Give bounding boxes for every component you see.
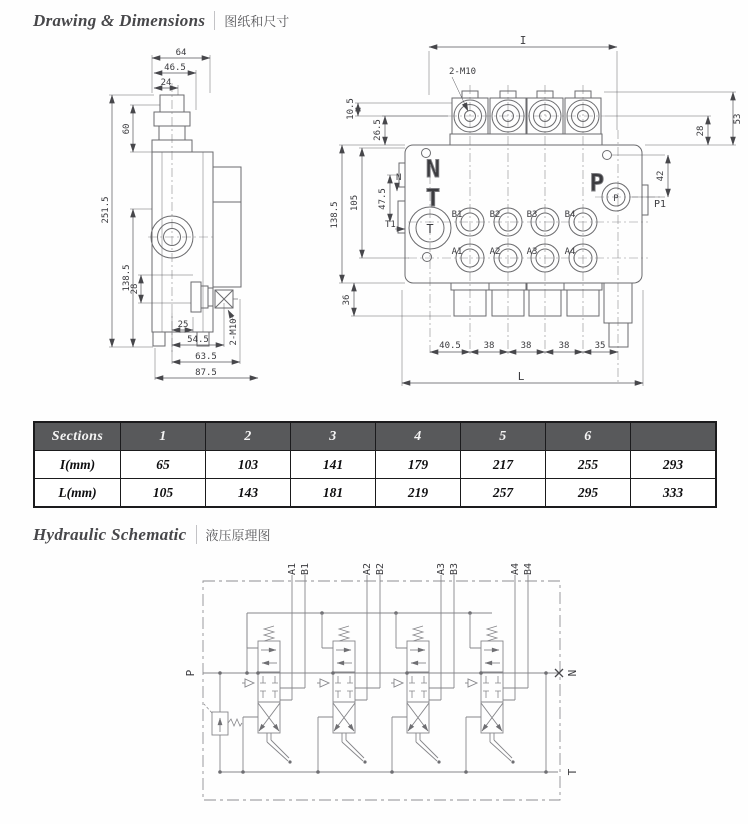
- side-view-dim-labels: [101, 48, 239, 378]
- row-L-label: L(mm): [35, 478, 120, 506]
- bolt-cylinders: [452, 91, 601, 134]
- drawing-dimensions-header: [33, 11, 289, 31]
- table-header-2: 2: [205, 423, 290, 450]
- dim-I: I: [519, 35, 527, 47]
- drawing-dimensions-title: Drawing & Dimensions: [33, 11, 206, 30]
- hydraulic-schematic-title-zh: 液压原理图: [196, 525, 271, 544]
- dim-63-5: 63.5: [195, 352, 217, 362]
- port-A4-label: A4: [564, 247, 576, 257]
- thread-label-side: 2-M10: [229, 318, 239, 346]
- dim-42: 42: [656, 170, 666, 182]
- front-view-cast-letters: [426, 155, 604, 212]
- dim-25: 25: [177, 320, 189, 330]
- valve-section-1: [241, 575, 305, 774]
- cast-letter-N: N: [425, 155, 441, 183]
- port-P1-label: P1: [654, 199, 667, 210]
- port-B4-label: B4: [564, 210, 576, 220]
- label-A3: A3: [436, 562, 447, 575]
- label-B4: B4: [523, 562, 534, 575]
- dim-54-5: 54.5: [187, 335, 209, 345]
- port-B3-label: B3: [526, 210, 538, 220]
- label-A2: A2: [362, 562, 373, 575]
- hydraulic-schematic-header: [33, 525, 271, 545]
- row-I-v4: 179: [375, 450, 460, 478]
- drawing-dimensions-title-zh: 图纸和尺寸: [214, 11, 289, 30]
- label-P-port: P: [184, 669, 197, 677]
- schematic-lines: [203, 611, 563, 774]
- dim-L: L: [517, 370, 525, 383]
- row-I-v1: 65: [120, 450, 205, 478]
- valve-section-3: [390, 575, 454, 774]
- dim-64: 64: [175, 48, 187, 58]
- dimension-drawings: [0, 35, 748, 415]
- row-I-v2: 103: [205, 450, 290, 478]
- row-L-v2: 143: [205, 478, 290, 506]
- label-A4: A4: [510, 562, 521, 575]
- label-B2: B2: [375, 562, 386, 575]
- cast-letter-P: P: [589, 169, 605, 197]
- cast-letter-T: T: [425, 184, 441, 212]
- table-header-7: [630, 423, 715, 450]
- dim-38b: 38: [520, 341, 532, 351]
- front-view-centerlines: [408, 85, 662, 385]
- table-row-L: [35, 478, 715, 506]
- row-I-label: I(mm): [35, 450, 120, 478]
- dim-36: 36: [342, 294, 352, 306]
- port-T1-label: T1: [385, 220, 396, 230]
- port-P-label: P: [613, 194, 619, 204]
- port-N-label: N: [396, 173, 402, 183]
- table-row-I: [35, 450, 715, 478]
- port-B2-label: B2: [489, 210, 501, 220]
- row-I-v7: 293: [630, 450, 715, 478]
- front-view-drawing: [398, 91, 648, 347]
- row-L-v3: 181: [290, 478, 375, 506]
- dim-53: 53: [733, 113, 743, 125]
- row-L-v5: 257: [460, 478, 545, 506]
- port-T-label: T: [426, 222, 434, 236]
- row-I-v6: 255: [545, 450, 630, 478]
- row-I-v3: 141: [290, 450, 375, 478]
- table-header-6: 6: [545, 423, 630, 450]
- dim-46-5: 46.5: [164, 63, 186, 73]
- dim-38c: 38: [558, 341, 570, 351]
- label-B3: B3: [449, 562, 460, 575]
- table-header-3: 3: [290, 423, 375, 450]
- dim-28: 28: [130, 283, 140, 295]
- dim-138-5-front: 138.5: [330, 201, 340, 229]
- dim-60: 60: [122, 123, 132, 135]
- table-header-5: 5: [460, 423, 545, 450]
- row-L-v1: 105: [120, 478, 205, 506]
- label-A1: A1: [287, 562, 298, 575]
- row-I-v5: 217: [460, 450, 545, 478]
- port-B1-label: B1: [451, 210, 463, 220]
- sections-size-table: [33, 421, 717, 508]
- table-header-row: [35, 423, 715, 450]
- schematic-frame: [203, 581, 560, 800]
- row-L-v6: 295: [545, 478, 630, 506]
- dim-24: 24: [160, 78, 172, 88]
- table-header-sections: Sections: [35, 423, 120, 450]
- hydraulic-schematic-title: Hydraulic Schematic: [33, 525, 187, 544]
- port-A3-label: A3: [526, 247, 538, 257]
- port-A1-label: A1: [451, 247, 463, 257]
- dim-35: 35: [594, 341, 606, 351]
- dim-28-front: 28: [696, 125, 706, 137]
- row-L-v7: 333: [630, 478, 715, 506]
- label-T-port: T: [566, 768, 579, 776]
- table-header-4: 4: [375, 423, 460, 450]
- table-header-1: 1: [120, 423, 205, 450]
- dim-138-5: 138.5: [122, 264, 132, 292]
- dim-47-5: 47.5: [378, 188, 388, 210]
- bottom-caps: [451, 283, 602, 316]
- label-B1: B1: [300, 562, 311, 575]
- dim-26-5: 26.5: [373, 119, 383, 141]
- valve-section-2: [316, 575, 380, 774]
- port-A2-label: A2: [489, 247, 501, 257]
- dim-105: 105: [350, 194, 360, 212]
- side-view-drawing: [148, 83, 241, 353]
- thread-label-front: 2-M10: [449, 67, 477, 77]
- valve-section-4: [464, 575, 528, 774]
- label-N-port: N: [566, 669, 579, 677]
- dim-38a: 38: [483, 341, 495, 351]
- dim-40-5: 40.5: [439, 341, 461, 351]
- dim-10-5: 10.5: [346, 98, 356, 120]
- dim-251-5: 251.5: [101, 196, 111, 224]
- front-view-dim-labels: [330, 35, 743, 383]
- dim-87-5: 87.5: [195, 368, 217, 378]
- hydraulic-schematic-diagram: [0, 545, 748, 824]
- row-L-v4: 219: [375, 478, 460, 506]
